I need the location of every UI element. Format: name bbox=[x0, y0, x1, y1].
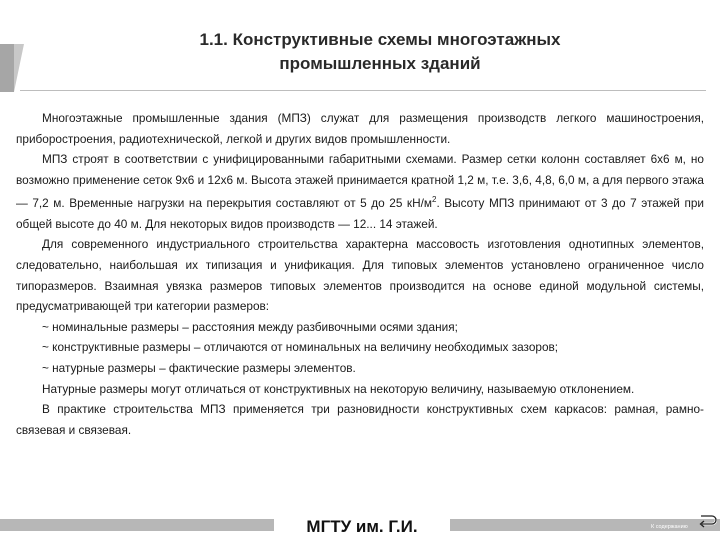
paragraph-deviation: Натурные размеры могут отличаться от конструктивных на некоторую величину, называемую отклонением. bbox=[42, 381, 635, 396]
return-arrow-icon[interactable] bbox=[697, 511, 717, 531]
slide-body bbox=[16, 108, 704, 440]
slide-title bbox=[120, 28, 640, 76]
list-item-nominal: ~ номинальные размеры – расстояния между разбивочными осями здания; bbox=[42, 319, 458, 334]
slide-title-line2: промышленных зданий bbox=[279, 54, 481, 73]
list-item-constructive: ~ конструктивные размеры – отличаются от номинальных на величину необходимых зазоров; bbox=[42, 340, 559, 355]
paragraph-frame-schemes: В практике строительства МПЗ применяется три разновидности конструктивных схем каркасов: рамная, рамно-связевая и связевая. bbox=[16, 402, 704, 437]
paragraph-typification: Для современного индустриального строительства характерна массовость изготовления однотипных элементов, следовательно, наибольшая их типизация и унификация. Для типовых элементов установлено ограниченное число типоразмеров. Взаимная увязка размеров типовых элементов производится на основе единой модульной системы, предусматривающей три категории размеров: bbox=[16, 237, 704, 314]
title-divider bbox=[20, 90, 706, 91]
slide-title-line1: 1.1. Конструктивные схемы многоэтажных bbox=[199, 30, 561, 49]
footer-university-label: МГТУ им. Г.И. bbox=[306, 517, 418, 536]
paragraph-dimensions-part2: . Высоту МПЗ принимают от 3 до 7 этажей при общей высоте до 40 м. Для некоторых видов производств — 12... 14 этажей. bbox=[16, 196, 704, 231]
superscript-2: 2 bbox=[432, 195, 437, 205]
paragraph-intro: Многоэтажные промышленные здания (МПЗ) служат для размещения производств легкого машиностроения, приборостроения, радиотехнической, легкой и других видов промышленности. bbox=[16, 111, 704, 146]
paragraph-dimensions-part1: МПЗ строят в соответствии с унифицированными габаритными схемами. Размер сетки колонн составляет 6х6 м, но возможно применение сеток 9х6 и 12х6 м. Высота этажей принимается кратной 1,2 м, т.е. 3,6, 4,8, 6,0 м, а для первого этажа — 7,2 м. Временные нагрузки на перекрытия составляют от 5 до 25 кН/м bbox=[16, 152, 704, 211]
paragraph-dimensions bbox=[16, 149, 704, 234]
left-accent-bar bbox=[0, 44, 14, 92]
list-item-natural: ~ натурные размеры – фактические размеры элементов. bbox=[42, 361, 356, 376]
toc-link[interactable]: К содержанию bbox=[651, 524, 688, 530]
